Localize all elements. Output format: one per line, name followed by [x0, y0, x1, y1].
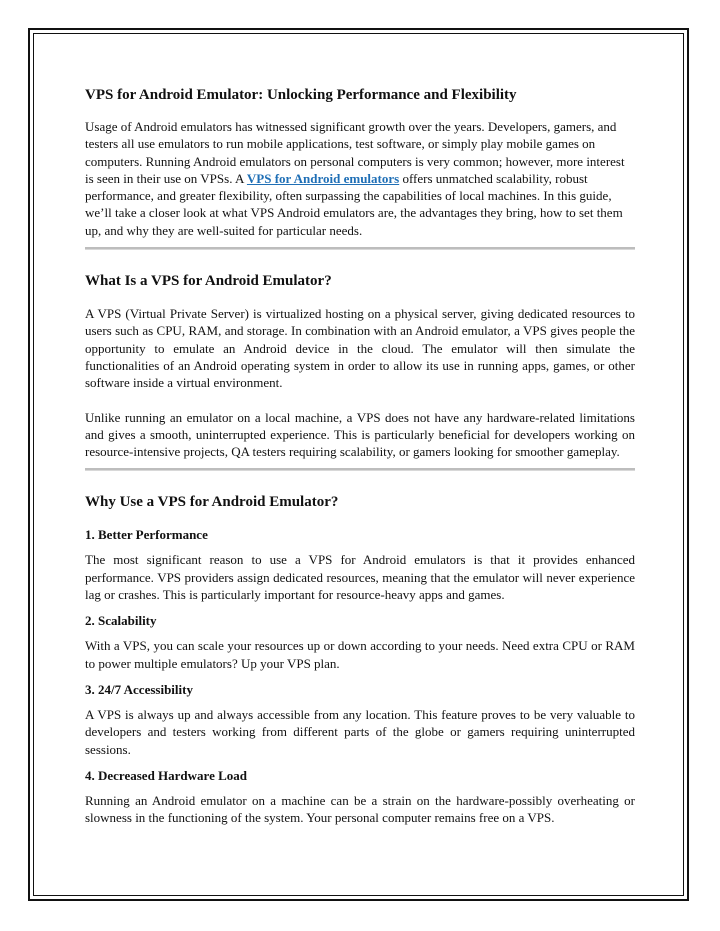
section-heading-what: What Is a VPS for Android Emulator?: [85, 273, 332, 290]
benefit-text-accessibility: A VPS is always up and always accessible from any location. This feature proves to be very valuable to developers and testers working from different parts of the globe or gamers requiring uninterrupted sessions.: [85, 706, 635, 757]
benefit-heading-accessibility: 3. 24/7 Accessibility: [85, 681, 193, 697]
intro-text-after-link: offers unmatched scalability, robust performance, and greater flexibility, often surpassing the capabilities of local machines. In this guide, we’ll take a closer look at what VPS Android emulators are, the advantages they bring, how to set them up, and why they are well-suited for particular needs.: [85, 170, 623, 238]
section-divider-2: [85, 468, 635, 471]
benefit-text-hardware-load: Running an Android emulator on a machine can be a strain on the hardware-possibly overheating or slowness in the functioning of the system. Your personal computer remains free on a VPS.: [85, 792, 635, 826]
document-body: [85, 86, 635, 826]
document-title: VPS for Android Emulator: Unlocking Performance and Flexibility: [85, 87, 517, 103]
benefit-text-performance: The most significant reason to use a VPS for Android emulators is that it provides enhanced performance. VPS providers assign dedicated resources, meaning that the emulator will never experience lag or crashes. This is particularly important for resource-heavy apps and games.: [85, 552, 635, 603]
benefit-heading-scalability: 2. Scalability: [85, 613, 157, 629]
intro-text-before-link: Usage of Android emulators has witnessed significant growth over the years. Developers, gamers, and testers all use emulators to run mobile applications, test software, or simply play mobile games on computers. Running Android emulators on personal computers is very common; however, more interest is seen in their use on VPSs. A: [85, 119, 625, 186]
benefit-heading-performance: 1. Better Performance: [85, 527, 208, 543]
what-paragraph-2: Unlike running an emulator on a local machine, a VPS does not have any hardware-related limitations and gives a smooth, uninterrupted experience. This is particularly beneficial for developers working on resource-intensive projects, QA testers requiring scalability, or gamers looking for smoother gameplay.: [85, 409, 635, 460]
what-paragraph-1: A VPS (Virtual Private Server) is virtualized hosting on a physical server, giving dedicated resources to users such as CPU, RAM, and storage. In combination with an Android emulator, a VPS gives people the opportunity to emulate an Android device in the cloud. The emulator will then simulate the functionalities of an Android operating system in order to allow its use in running apps, games, or other software inside a virtual environment.: [85, 306, 635, 391]
benefit-heading-hardware-load: 4. Decreased Hardware Load: [85, 767, 247, 783]
section-divider-1: [85, 247, 635, 250]
vps-android-emulators-link[interactable]: VPS for Android emulators: [246, 170, 400, 186]
benefit-text-scalability: With a VPS, you can scale your resources up or down according to your needs. Need extra CPU or RAM to power multiple emulators? Up your VPS plan.: [85, 638, 635, 671]
section-heading-why: Why Use a VPS for Android Emulator?: [85, 494, 339, 511]
intro-paragraph: [85, 118, 635, 239]
